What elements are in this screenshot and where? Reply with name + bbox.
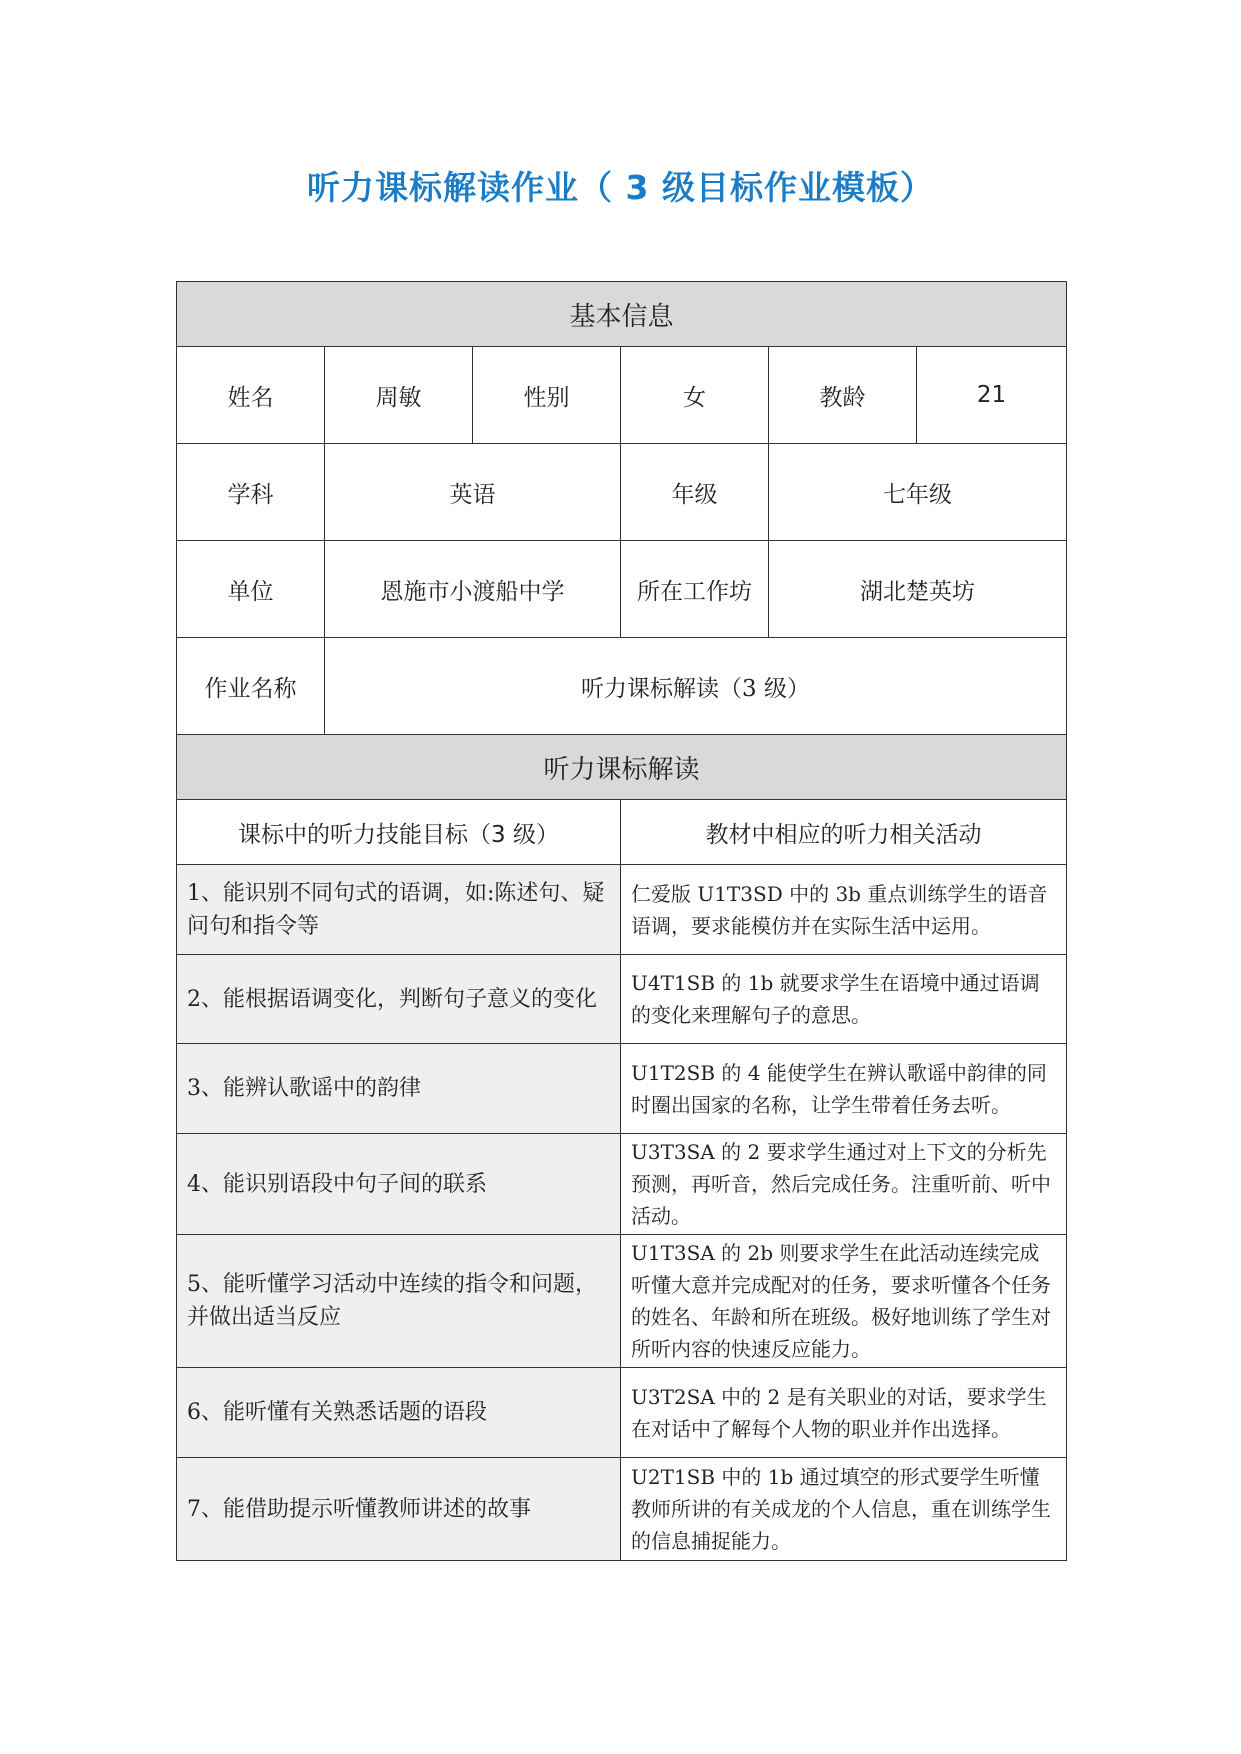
goal-cell: 5、能听懂学习活动中连续的指令和问题，并做出适当反应 bbox=[177, 1235, 621, 1368]
table-row bbox=[177, 955, 1067, 1044]
interpretation-column-headers bbox=[177, 800, 1067, 865]
name-label: 姓名 bbox=[177, 347, 325, 444]
activity-cell: 仁爱版 U1T3SD 中的 3b 重点训练学生的语音语调，要求能模仿并在实际生活中运用。 bbox=[621, 865, 1067, 955]
info-row-assignment bbox=[177, 638, 1067, 735]
info-row-subject bbox=[177, 444, 1067, 541]
subject-value: 英语 bbox=[325, 444, 621, 541]
grade-label: 年级 bbox=[621, 444, 769, 541]
gender-value: 女 bbox=[621, 347, 769, 444]
gender-label: 性别 bbox=[473, 347, 621, 444]
assignment-value: 听力课标解读（3 级） bbox=[325, 638, 1067, 735]
info-row-unit bbox=[177, 541, 1067, 638]
activity-cell: U1T2SB 的 4 能使学生在辨认歌谣中韵律的同时圈出国家的名称，让学生带着任务去听。 bbox=[621, 1044, 1067, 1134]
interpretation-heading: 听力课标解读 bbox=[177, 735, 1067, 800]
goal-cell: 7、能借助提示听懂教师讲述的故事 bbox=[177, 1458, 621, 1561]
goal-column-header: 课标中的听力技能目标（3 级） bbox=[177, 800, 621, 865]
page-title: 听力课标解读作业（ 3 级目标作业模板） bbox=[307, 168, 934, 207]
activity-cell: U2T1SB 中的 1b 通过填空的形式要学生听懂教师所讲的有关成龙的个人信息，重在训练学生的信息捕捉能力。 bbox=[621, 1458, 1067, 1561]
goal-cell: 2、能根据语调变化，判断句子意义的变化 bbox=[177, 955, 621, 1044]
table-row bbox=[177, 1458, 1067, 1561]
goal-cell: 1、能识别不同句式的语调，如:陈述句、疑问句和指令等 bbox=[177, 865, 621, 955]
interpretation-heading-row bbox=[177, 735, 1067, 800]
grade-value: 七年级 bbox=[769, 444, 1067, 541]
unit-label: 单位 bbox=[177, 541, 325, 638]
name-value: 周敏 bbox=[325, 347, 473, 444]
table-row bbox=[177, 1044, 1067, 1134]
assignment-label: 作业名称 bbox=[177, 638, 325, 735]
activity-cell: U1T3SA 的 2b 则要求学生在此活动连续完成听懂大意并完成配对的任务，要求听懂各个任务的姓名、年龄和所在班级。极好地训练了学生对所听内容的快速反应能力。 bbox=[621, 1235, 1067, 1368]
activity-cell: U3T2SA 中的 2 是有关职业的对话，要求学生在对话中了解每个人物的职业并作出选择。 bbox=[621, 1368, 1067, 1458]
table-row bbox=[177, 1134, 1067, 1235]
activity-cell: U4T1SB 的 1b 就要求学生在语境中通过语调的变化来理解句子的意思。 bbox=[621, 955, 1067, 1044]
activity-column-header: 教材中相应的听力相关活动 bbox=[621, 800, 1067, 865]
activity-cell: U3T3SA 的 2 要求学生通过对上下文的分析先预测，再听音，然后完成任务。注重听前、听中活动。 bbox=[621, 1134, 1067, 1235]
assignment-table bbox=[176, 281, 1067, 1561]
goal-cell: 6、能听懂有关熟悉话题的语段 bbox=[177, 1368, 621, 1458]
workshop-value: 湖北楚英坊 bbox=[769, 541, 1067, 638]
info-row-name bbox=[177, 347, 1067, 444]
teaching-years-value: 21 bbox=[917, 347, 1067, 444]
subject-label: 学科 bbox=[177, 444, 325, 541]
basic-info-heading-row bbox=[177, 282, 1067, 347]
teaching-years-label: 教龄 bbox=[769, 347, 917, 444]
goal-cell: 4、能识别语段中句子间的联系 bbox=[177, 1134, 621, 1235]
table-row bbox=[177, 865, 1067, 955]
basic-info-heading: 基本信息 bbox=[177, 282, 1067, 347]
table-row bbox=[177, 1368, 1067, 1458]
goal-cell: 3、能辨认歌谣中的韵律 bbox=[177, 1044, 621, 1134]
unit-value: 恩施市小渡船中学 bbox=[325, 541, 621, 638]
workshop-label: 所在工作坊 bbox=[621, 541, 769, 638]
table-row bbox=[177, 1235, 1067, 1368]
